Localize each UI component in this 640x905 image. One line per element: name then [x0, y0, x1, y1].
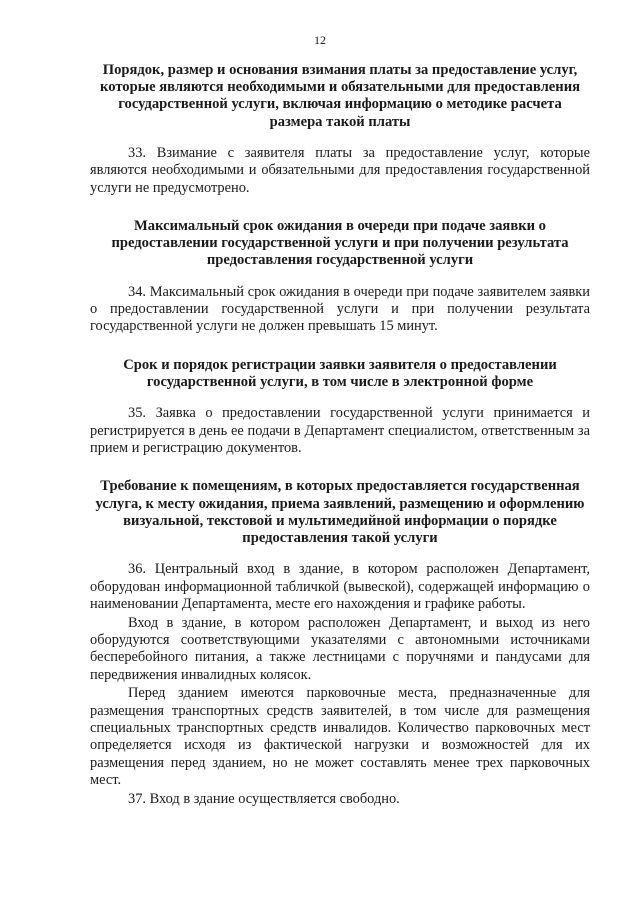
section-registration: [90, 357, 590, 458]
section-payment-fee: [90, 62, 590, 197]
paragraph-parking: Перед зданием имеются парковочные места, предназначенные для размещения транспортных средств заявителей, в том числе для размещения специальных транспортных средств инвалидов. Количество парковочных мест определяется исходя из фактической нагрузки и возможностей для их размещения перед зданием, но не может составлять менее трех парковочных мест.: [90, 685, 590, 789]
page-number: 12: [314, 33, 326, 47]
section-premises-requirements: [90, 478, 590, 808]
paragraph-entrance-exit: Вход в здание, в котором расположен Департамент, и выход из него оборудуются соответствующими указателями с автономными источниками бесперебойного питания, а также лестницами с поручнями и пандусами для передвижения инвалидных колясок.: [90, 614, 590, 683]
paragraph-33: 33. Взимание с заявителя платы за предоставление услуг, которые являются необходимыми и обязательными для предоставления государственной услуги не предусмотрено.: [90, 144, 590, 196]
paragraph-34: 34. Максимальный срок ожидания в очереди при подаче заявителем заявки о предоставлении государственной услуги и при получении результата государственной услуги не должен превышать 15 минут.: [90, 283, 590, 335]
document-body: [90, 62, 590, 808]
section-heading: Требование к помещениям, в которых предоставляется государственная услуга, к месту ожидания, приема заявлений, размещению и оформлению визуальной, текстовой и мультимедийной информации о порядке предоставления такой услуги: [95, 478, 585, 547]
paragraph-36: 36. Центральный вход в здание, в котором расположен Департамент, оборудован информационной табличкой (вывеской), содержащей информацию о наименовании Департамента, месте его нахождения и графике работы.: [90, 561, 590, 613]
section-heading: Срок и порядок регистрации заявки заявителя о предоставлении государственной услуги, в том числе в электронной форме: [123, 356, 557, 391]
section-heading: Максимальный срок ожидания в очереди при подаче заявки о предоставлении государственной услуги и при получении результата предоставления государственной услуги: [111, 218, 569, 269]
paragraph-35: 35. Заявка о предоставлении государственной услуги принимается и регистрируется в день ее подачи в Департамент специалистом, ответственным за прием и регистрацию документов.: [90, 405, 590, 457]
section-queue-time: [90, 218, 590, 336]
section-heading: Порядок, размер и основания взимания платы за предоставление услуг, которые являются необходимыми и обязательными для предоставления государственной услуги, включая информацию о методике расчета размера такой платы: [100, 62, 580, 130]
paragraph-37: 37. Вход в здание осуществляется свободно.: [128, 790, 400, 807]
